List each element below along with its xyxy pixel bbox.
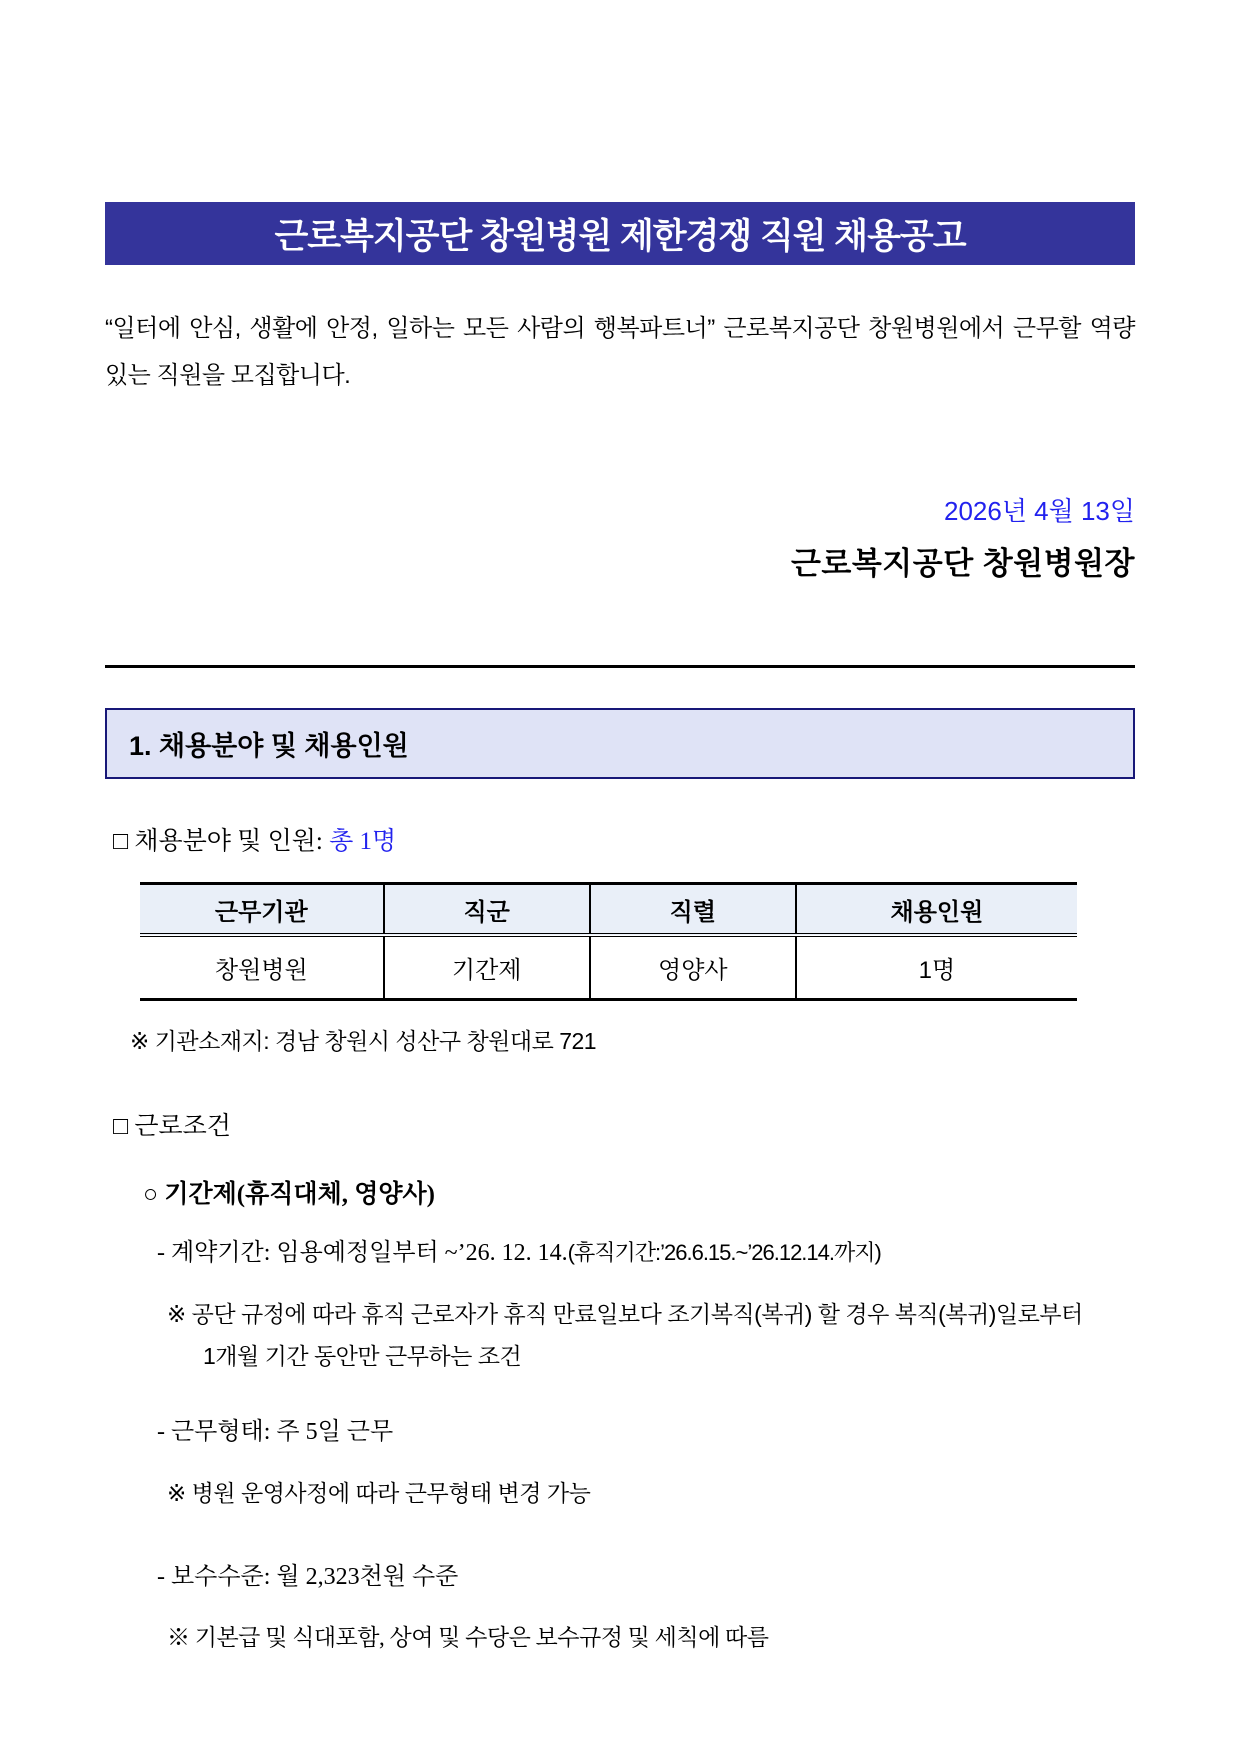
section-1-heading-box bbox=[105, 708, 1135, 779]
salary-detail-note: ※ 기본급 및 식대포함, 상여 및 수당은 보수규정 및 세칙에 따름 bbox=[167, 1625, 769, 1650]
contract-period-text: - 계약기간: 임용예정일부터 ~’26. 12. 14. bbox=[157, 1240, 568, 1266]
signer-title: 근로복지공단 창원병원장 bbox=[790, 546, 1135, 581]
signoff-block bbox=[105, 491, 1135, 583]
document-title: 근로복지공단 창원병원 제한경쟁 직원 채용공고 bbox=[274, 216, 966, 256]
recruit-table-row bbox=[140, 935, 1077, 1000]
cell-institution: 창원병원 bbox=[214, 957, 308, 984]
leave-period-paren: (휴직기간:’26.6.15.~’26.12.14.까지) bbox=[567, 1240, 881, 1265]
location-note: ※ 기관소재지: 경남 창원시 성산구 창원대로 721 bbox=[130, 1028, 597, 1054]
col-header-institution: 근무기관 bbox=[140, 884, 384, 936]
cell-headcount: 1명 bbox=[796, 935, 1077, 1000]
recruit-headcount-highlight: 총 1명 bbox=[329, 828, 397, 855]
col-header-job-series: 직렬 bbox=[590, 884, 796, 936]
title-banner bbox=[105, 202, 1135, 265]
recruit-table-header-row bbox=[140, 884, 1077, 936]
work-conditions-heading: □ 근로조건 bbox=[113, 1113, 231, 1140]
col-header-job-group: 직군 bbox=[384, 884, 590, 936]
recruit-table bbox=[140, 882, 1077, 1001]
cell-job-series: 영양사 bbox=[590, 935, 796, 1000]
schedule-change-note: ※ 병원 운영사정에 따라 근무형태 변경 가능 bbox=[167, 1480, 591, 1506]
cell-job-group: 기간제 bbox=[384, 935, 590, 1000]
intro-paragraph: “일터에 안심, 생활에 안정, 일하는 모든 사람의 행복파트너” 근로복지공단 창원병원에서 근무할 역량 있는 직원을 모집합니다. bbox=[105, 315, 1135, 389]
fixed-term-subheading: ○ 기간제(휴직대체, 영양사) bbox=[143, 1181, 436, 1208]
divider-line bbox=[105, 665, 1135, 668]
salary-line: - 보수수준: 월 2,323천원 수준 bbox=[157, 1564, 459, 1590]
section-1-heading: 1. 채용분야 및 채용인원 bbox=[129, 731, 409, 761]
announcement-date: 2026년 4월 13일 bbox=[943, 496, 1135, 526]
recruit-field-line bbox=[113, 821, 1135, 857]
early-return-note: ※ 공단 규정에 따라 휴직 근로자가 휴직 만료일보다 조기복직(복귀) 할 경우 복직(복귀)일로부터 1개월 기간 동안만 근무하는 조건 bbox=[167, 1301, 1083, 1369]
contract-period-line bbox=[157, 1232, 1135, 1267]
col-header-headcount: 채용인원 bbox=[796, 884, 1077, 936]
recruit-field-label: □ 채용분야 및 인원: bbox=[113, 828, 330, 855]
work-schedule-line: - 근무형태: 주 5일 근무 bbox=[157, 1419, 394, 1445]
